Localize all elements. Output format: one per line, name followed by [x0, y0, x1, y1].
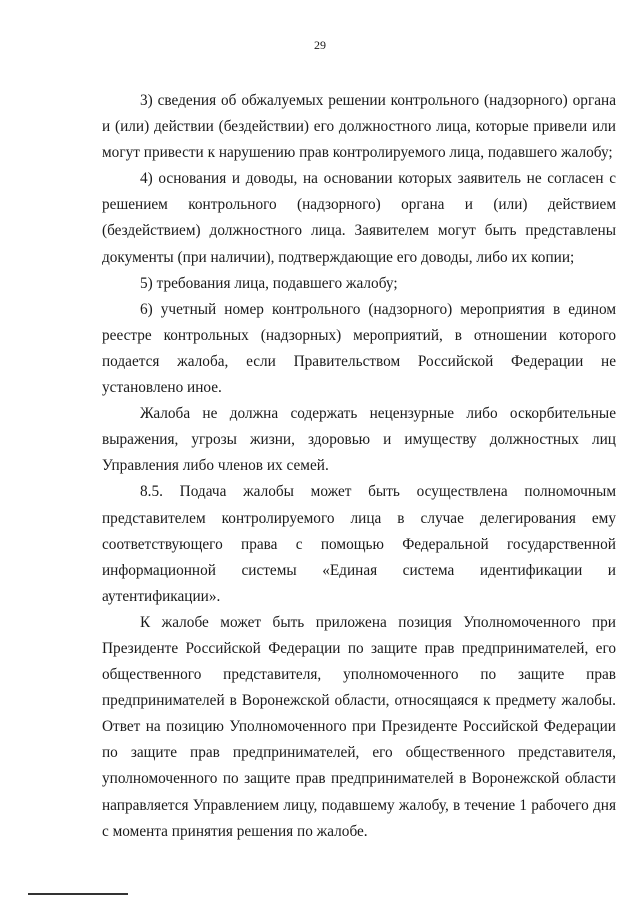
footnote-divider	[28, 893, 128, 895]
paragraph-item-3-appeal-decisions: 3) сведения об обжалуемых решении контрольного (надзорного) органа и (или) действии (бездействии) его должностного лица, которые привели или могут привести к нарушению прав контролируемого лица, подавшего жалобу;	[102, 92, 616, 162]
paragraph-complaint-content-restrictions: Жалоба не должна содержать нецензурные либо оскорбительные выражения, угрозы жизни, здоровью и имуществу должностных лиц Управления либо членов их семей.	[102, 405, 616, 475]
paragraph-ombudsman-position: К жалобе может быть приложена позиция Уполномоченного при Президенте Российской Федерации по защите прав предпринимателей, его общественного представителя, уполномоченного по защите прав предпринимателей в Воронежской области, относящаяся к предмету жалобы. Ответ на позицию Уполномоченного при Президенте Российской Федерации по защите прав предпринимателей, его общественного представителя, уполномоченного по защите прав предпринимателей в Воронежской области направляется Управлением лицу, подавшему жалобу, в течение 1 рабочего дня с момента принятия решения по жалобе.	[102, 613, 616, 840]
paragraph-item-4-grounds: 4) основания и доводы, на основании которых заявитель не согласен с решением контрольного (надзорного) органа и (или) действием (бездействием) должностного лица. Заявителем могут быть представлены документы (при наличии), подтверждающие его доводы, либо их копии;	[102, 170, 616, 266]
paragraph-item-6-registry-number: 6) учетный номер контрольного (надзорного) мероприятия в едином реестре контрольных (надзорных) мероприятий, в отношении которого подается жалоба, если Правительством Российской Федерации не установлено иное.	[102, 300, 616, 397]
document-body	[102, 88, 616, 845]
paragraph-item-5-requirements: 5) требования лица, подавшего жалобу;	[140, 274, 398, 292]
page-number: 29	[314, 38, 326, 52]
paragraph-8-5-representative: 8.5. Подача жалобы может быть осуществлена полномочным представителем контролируемого лица в случае делегирования ему соответствующего права с помощью Федеральной государственной информационной системы «Единая система идентификации и аутентификации».	[102, 483, 616, 605]
